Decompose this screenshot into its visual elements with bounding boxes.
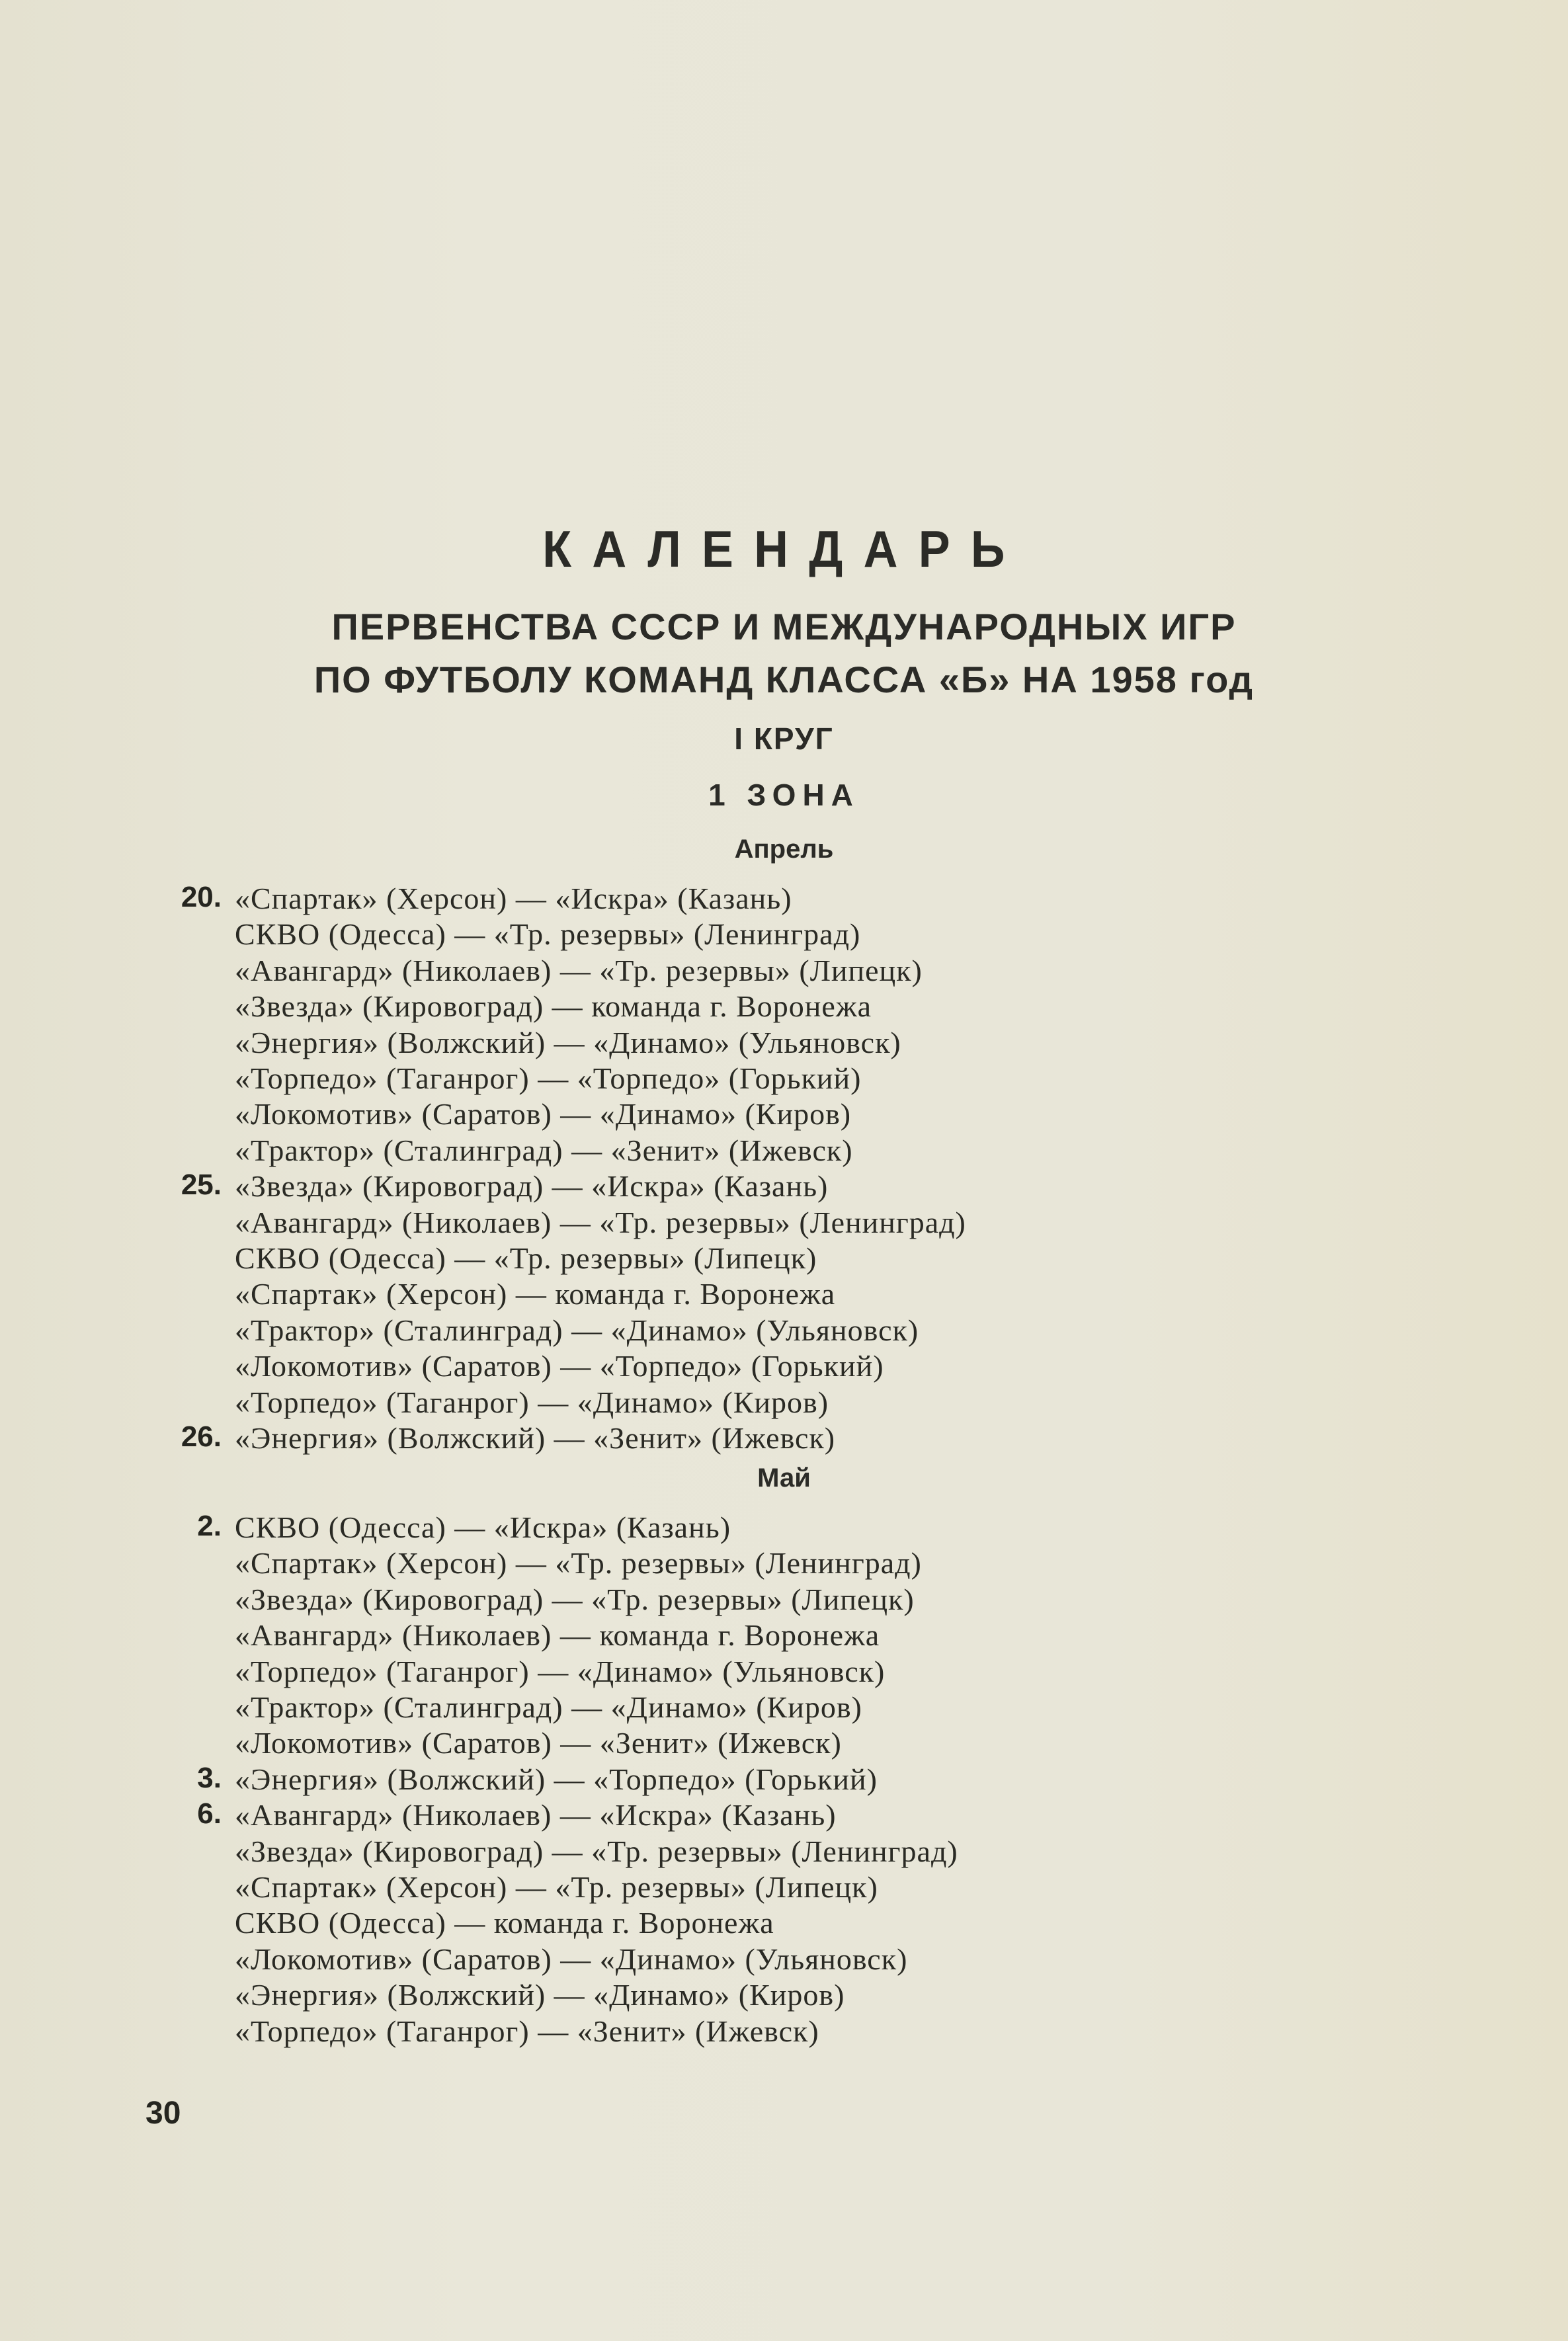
match-pairing: «Спартак» (Херсон) — «Искра» (Казань) (235, 882, 792, 915)
match-date: 20. (181, 881, 222, 913)
match-pairing: «Авангард» (Николаев) — команда г. Воронежа (235, 1618, 880, 1653)
match-date: 3. (197, 1761, 222, 1794)
match-pairing: «Энергия» (Волжский) — «Динамо» (Киров) (235, 1978, 845, 2012)
heading-line-1: ПЕРВЕНСТВА СССР И МЕЖДУНАРОДНЫХ ИГР (331, 606, 1237, 647)
match-pairing: «Звезда» (Кировоград) — «Тр. резервы» (Ленинград) (235, 1834, 958, 1868)
page-number: 30 (145, 2096, 181, 2131)
match-pairing: «Трактор» (Сталинград) — «Динамо» (Ульяновск) (235, 1313, 919, 1347)
match-pairing: СКВО (Одесса) — «Тр. резервы» (Липецк) (235, 1241, 817, 1275)
match-pairing: «Торпедо» (Таганрог) — «Динамо» (Киров) (235, 1385, 829, 1419)
month-heading: Апрель (734, 835, 834, 864)
round-heading: I КРУГ (734, 721, 834, 756)
month-heading: Май (757, 1463, 811, 1493)
match-pairing: «Авангард» (Николаев) — «Тр. резервы» (Ленинград) (235, 1205, 966, 1239)
match-pairing: «Энергия» (Волжский) — «Зенит» (Ижевск) (235, 1421, 836, 1455)
match-pairing: «Звезда» (Кировоград) — «Искра» (Казань) (235, 1169, 829, 1204)
match-date: 26. (181, 1420, 222, 1453)
match-pairing: СКВО (Одесса) — «Искра» (Казань) (235, 1510, 731, 1544)
match-pairing: «Авангард» (Николаев) — «Тр. резервы» (Липецк) (235, 953, 923, 987)
match-pairing: «Трактор» (Сталинград) — «Динамо» (Киров) (235, 1690, 862, 1724)
match-pairing: «Локомотив» (Саратов) — «Торпедо» (Горький) (235, 1349, 884, 1383)
match-pairing: «Энергия» (Волжский) — «Торпедо» (Горький) (235, 1762, 878, 1796)
match-pairing: «Торпедо» (Таганрог) — «Зенит» (Ижевск) (235, 2014, 819, 2048)
match-pairing: «Торпедо» (Таганрог) — «Торпедо» (Горький) (235, 1061, 862, 1095)
heading-line-2: ПО ФУТБОЛУ КОМАНД КЛАССА «Б» НА 1958 год (313, 659, 1255, 700)
match-pairing: СКВО (Одесса) — команда г. Воронежа (235, 1906, 774, 1940)
match-pairing: «Локомотив» (Саратов) — «Динамо» (Киров) (235, 1097, 852, 1131)
match-pairing: «Спартак» (Херсон) — «Тр. резервы» (Ленинград) (235, 1546, 922, 1581)
match-pairing: «Авангард» (Николаев) — «Искра» (Казань) (235, 1798, 837, 1832)
match-pairing: «Звезда» (Кировоград) — команда г. Воронежа (235, 989, 872, 1024)
match-date: 25. (181, 1169, 222, 1202)
page-title: КАЛЕНДАРЬ (542, 520, 1026, 578)
match-date: 6. (197, 1797, 222, 1830)
zone-heading: 1 ЗОНА (708, 778, 860, 812)
match-pairing: «Торпедо» (Таганрог) — «Динамо» (Ульяновск) (235, 1654, 886, 1688)
match-pairing: «Звезда» (Кировоград) — «Тр. резервы» (Липецк) (235, 1582, 915, 1616)
match-pairing: «Локомотив» (Саратов) — «Зенит» (Ижевск) (235, 1726, 842, 1760)
match-pairing: «Энергия» (Волжский) — «Динамо» (Ульяновск) (235, 1025, 901, 1059)
match-pairing: «Спартак» (Херсон) — «Тр. резервы» (Липецк) (235, 1870, 878, 1904)
match-date: 2. (197, 1510, 222, 1542)
match-pairing: «Спартак» (Херсон) — команда г. Воронежа (235, 1277, 836, 1311)
match-pairing: «Трактор» (Сталинград) — «Зенит» (Ижевск) (235, 1133, 853, 1167)
match-pairing: СКВО (Одесса) — «Тр. резервы» (Ленинград) (235, 917, 861, 952)
match-pairing: «Локомотив» (Саратов) — «Динамо» (Ульяновск) (235, 1942, 908, 1976)
